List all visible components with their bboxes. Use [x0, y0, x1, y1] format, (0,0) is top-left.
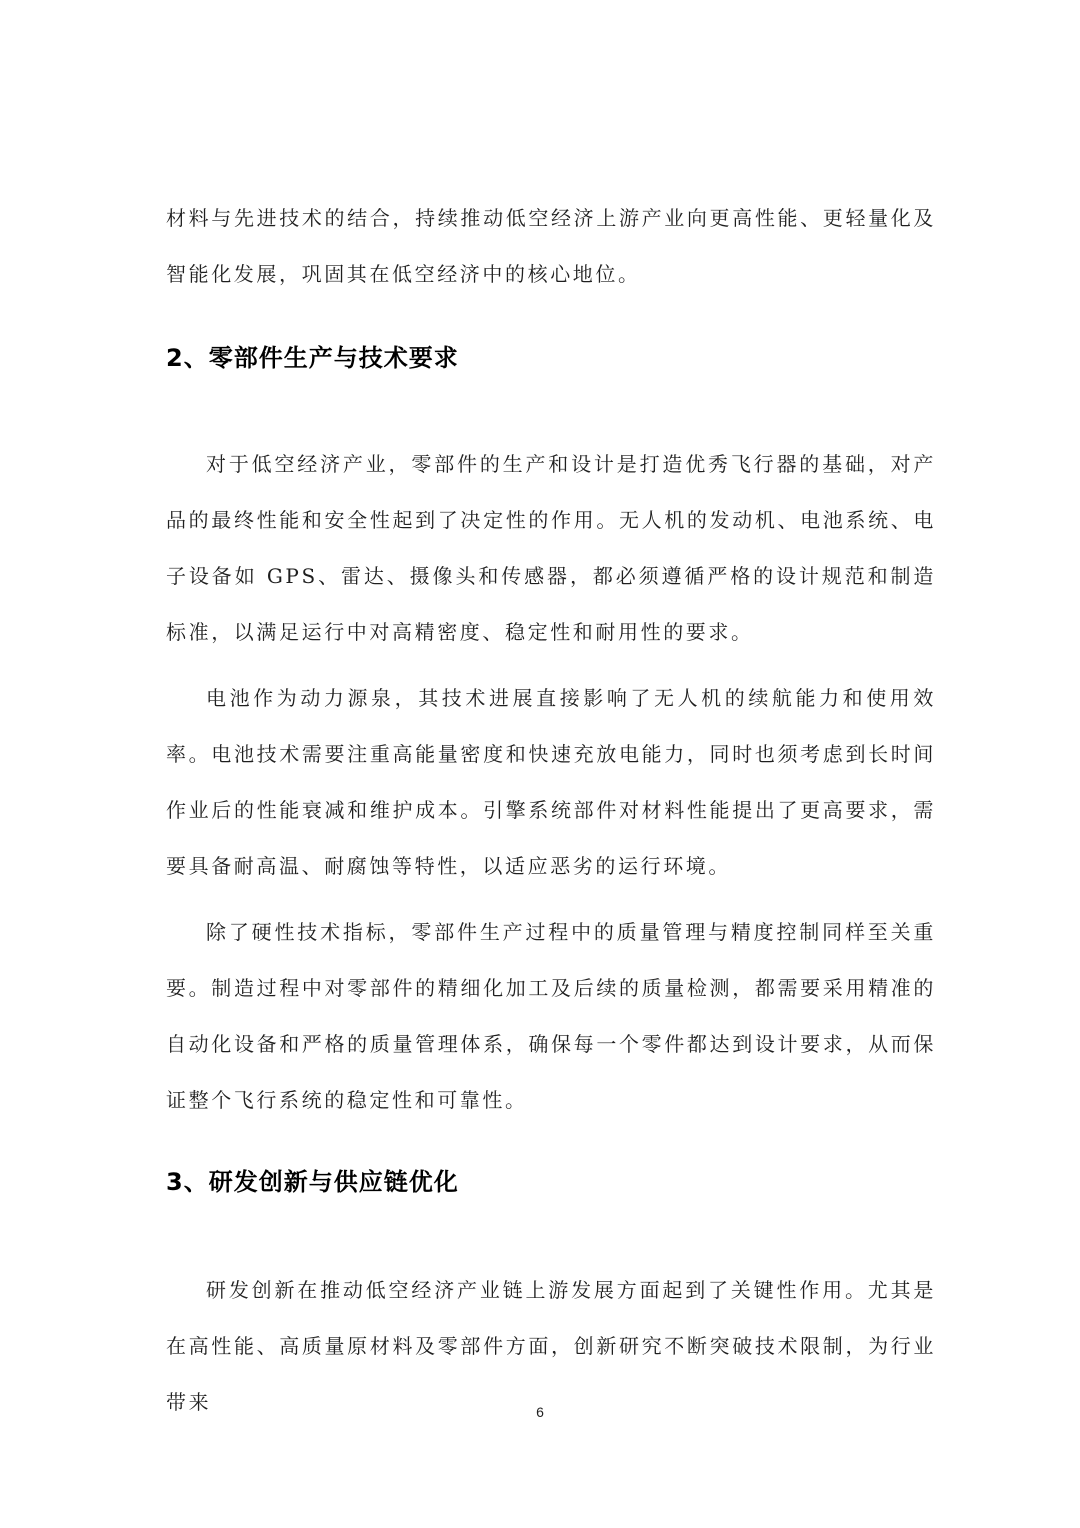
- section-2-paragraph-2: 电池作为动力源泉，其技术进展直接影响了无人机的续航能力和使用效率。电池技术需要注重高能量密度和快速充放电能力，同时也须考虑到长时间作业后的性能衰减和维护成本。引擎系统部件对材料性能提出了更高要求，需要具备耐高温、耐腐蚀等特性，以适应恶劣的运行环境。: [166, 686, 936, 878]
- section-2-heading-wrap: [166, 338, 936, 378]
- intro-paragraph: 材料与先进技术的结合，持续推动低空经济上游产业向更高性能、更轻量化及智能化发展，巩固其在低空经济中的核心地位。: [166, 206, 936, 286]
- page-number: 6: [536, 1404, 544, 1420]
- section-2-paragraph-1: 对于低空经济产业，零部件的生产和设计是打造优秀飞行器的基础，对产品的最终性能和安全性起到了决定性的作用。无人机的发动机、电池系统、电子设备如 GPS、雷达、摄像头和传感器，都必须遵循严格的设计规范和制造标准，以满足运行中对高精密度、稳定性和耐用性的要求。: [166, 452, 936, 644]
- section-3-heading-wrap: [166, 1162, 936, 1202]
- section-2-paragraph-3: 除了硬性技术指标，零部件生产过程中的质量管理与精度控制同样至关重要。制造过程中对零部件的精细化加工及后续的质量检测，都需要采用精准的自动化设备和严格的质量管理体系，确保每一个零件都达到设计要求，从而保证整个飞行系统的稳定性和可靠性。: [166, 920, 936, 1112]
- page-content: [166, 190, 936, 1430]
- section-2-heading: 2、零部件生产与技术要求: [166, 344, 459, 372]
- section-3-heading: 3、研发创新与供应链优化: [166, 1168, 459, 1196]
- section-3-paragraph-1: 研发创新在推动低空经济产业链上游发展方面起到了关键性作用。尤其是在高性能、高质量原材料及零部件方面，创新研究不断突破技术限制，为行业带来: [166, 1278, 936, 1414]
